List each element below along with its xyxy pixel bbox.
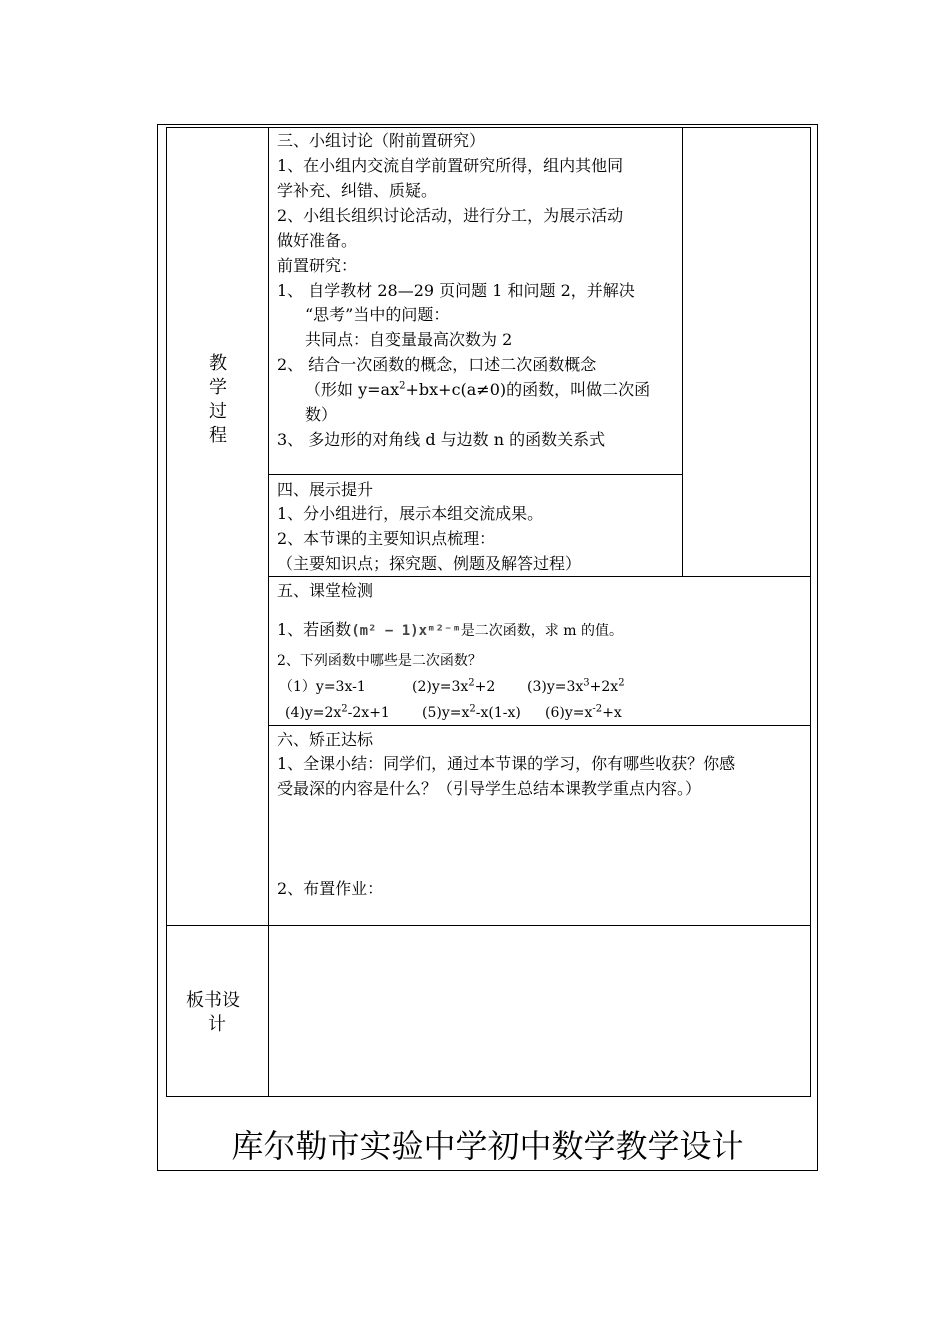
section-title: 四、展示提升 xyxy=(277,480,374,499)
text-line: 前置研究： xyxy=(277,256,358,275)
superscript: 2 xyxy=(399,380,406,392)
text-line: 1、全课小结：同学们，通过本节课的学习，你有哪些收获？你感 xyxy=(277,754,736,773)
table-top-border xyxy=(166,127,810,128)
text-line: 1、分小组进行，展示本组交流成果。 xyxy=(277,504,544,523)
text-line: （主要知识点；探究题、例题及解答过程） xyxy=(277,554,582,573)
text-line: 2、本节课的主要知识点梳理： xyxy=(277,529,496,548)
board-label-line: 计 xyxy=(208,1014,226,1035)
text-line: 受最深的内容是什么？（引导学生总结本课教学重点内容。） xyxy=(277,779,702,798)
text-line: 数） xyxy=(305,405,338,424)
text-line: 1、在小组内交流自学前置研究所得，组内其他同 xyxy=(277,156,624,175)
text-part: 1、若函数 xyxy=(277,620,352,639)
process-label-char: 学 xyxy=(209,377,227,398)
notes-column-divider xyxy=(682,127,683,576)
text-line: 做好准备。 xyxy=(277,231,358,250)
text-line: “思考”当中的问题： xyxy=(305,305,450,324)
process-label-char: 程 xyxy=(209,425,227,446)
text-line: 2、 结合一次函数的概念，口述二次函数概念 xyxy=(277,355,597,374)
text-part: +bx+c(a≠0)的函数，叫做二次函 xyxy=(405,380,651,399)
text-line: 2、下列函数中哪些是二次函数？ xyxy=(277,653,482,669)
text-line: 1、 自学教材 28—29 页问题 1 和问题 2，并解决 xyxy=(277,281,635,300)
text-line: 2、布置作业： xyxy=(277,879,384,898)
option: $(5)y=x^2-x(1-x)$ xyxy=(422,703,521,721)
text-line xyxy=(305,377,650,402)
label-column-divider xyxy=(268,127,269,1096)
table-left-border xyxy=(166,127,167,1096)
text-line xyxy=(277,617,623,644)
board-label-line: 板书设 xyxy=(186,990,240,1011)
document-footer-title: 库尔勒市实验中学初中数学教学设计 xyxy=(231,1127,744,1165)
process-label-char: 教 xyxy=(209,353,227,374)
text-part: 是二次函数，求 m 的值。 xyxy=(460,623,623,639)
section-title: 六、矫正达标 xyxy=(277,730,374,749)
process-label-char: 过 xyxy=(209,401,227,422)
text-part: （形如 y=ax xyxy=(305,380,400,399)
text-line: 2、小组长组织讨论活动，进行分工，为展示活动 xyxy=(277,206,624,225)
option: $(2)y=3x^2+2$ xyxy=(412,677,496,695)
text-line: 学补充、纠错、质疑。 xyxy=(277,181,438,200)
option: $(3)y=3x^3+2x^2$ xyxy=(527,677,625,695)
section-title: 三、小组讨论（附前置研究） xyxy=(277,131,486,150)
option: $(6)y=x^{-2}+x$ xyxy=(545,703,622,721)
text-line: 3、 多边形的对角线 d 与边数 n 的函数关系式 xyxy=(277,430,606,449)
option: （1）y=3x-1 xyxy=(279,679,366,695)
table-right-border xyxy=(810,127,811,1096)
text-line: 共同点：自变量最高次数为 2 xyxy=(305,330,513,349)
table-bottom-border xyxy=(166,1096,811,1097)
section-title: 五、课堂检测 xyxy=(277,581,374,600)
formula-image: (m² − 1)xᵐ²⁻ᵐ xyxy=(351,623,461,639)
answer-blank xyxy=(305,450,371,475)
option: $(4)y=2x^2-2x+1$ xyxy=(285,703,390,721)
row-divider-4-5 xyxy=(268,576,811,577)
row-divider-process-board xyxy=(166,925,811,926)
